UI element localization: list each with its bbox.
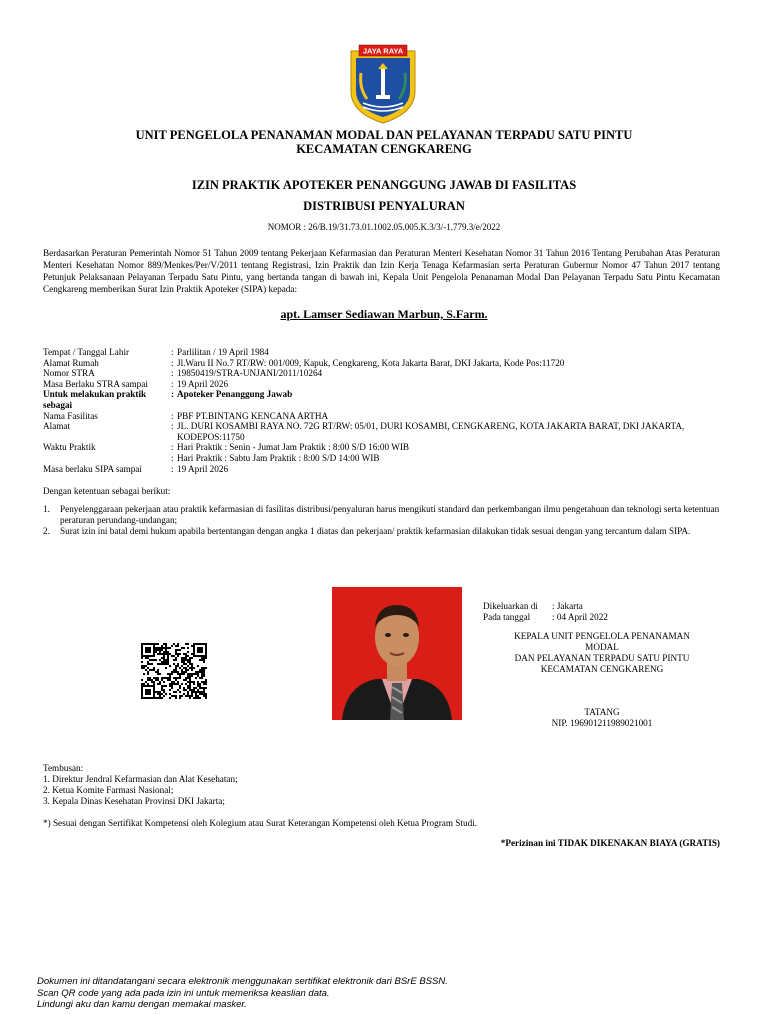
field-value: Apoteker Penanggung Jawab bbox=[177, 389, 293, 400]
holder-name: apt. Lamser Sediawan Marbun, S.Farm. bbox=[280, 307, 488, 321]
intro-paragraph: Berdasarkan Peraturan Pemerintah Nomor 51 Tahun 2009 tentang Pekerjaan Kefarmasian dan Peraturan Menteri Kesehatan Nomor 31 Tahun 2016 Tentang Perubahan Atas Peraturan Menteri Kesehatan Nomor 889/Menkes/Per/V/2011 tentang Registrasi, Izin Praktik dan Izin Kerja Tenaga Kefarmasian serta Peraturan Gubernur Nomor 47 Tahun 2017 tentang Petunjuk Pelaksanaan Pelayanan Terpadu Satu Pintu, yang bertanda tangan di bawah ini, Kepala Unit Pengelola Penanaman Modal Dan Pelayanan Terpadu Satu Pintu Kecamatan Cengkareng memberikan Surat Izin Praktik Apoteker (SIPA) kepada: bbox=[43, 248, 720, 294]
field-label: Tempat / Tanggal Lahir bbox=[43, 347, 130, 357]
jakarta-coat-of-arms-logo bbox=[345, 43, 421, 125]
field-value: PBF PT.BINTANG KENCANA ARTHA bbox=[177, 410, 329, 421]
field-row-facility: Nama Fasilitas : PBF PT.BINTANG KENCANA ARTHA bbox=[43, 411, 733, 422]
logo-banner-text: JAYA RAYA bbox=[362, 46, 404, 56]
issuance-info bbox=[483, 601, 608, 623]
list-item: 2. Ketua Komite Farmasi Nasional; bbox=[43, 785, 174, 795]
tembusan-list bbox=[43, 763, 238, 807]
verification-qr-code[interactable] bbox=[141, 643, 207, 699]
field-row-hours-2: : Hari Praktik : Sabtu Jam Praktik : 8:00 S/D 14:00 WIB bbox=[43, 453, 733, 464]
issued-place-label: Dikeluarkan di bbox=[483, 601, 538, 611]
field-row-role: Untuk melakukan praktik sebagai : Apoteker Penanggung Jawab bbox=[43, 389, 733, 410]
field-value: Jl.Waru II No.7 RT/RW: 001/009, Kapuk, Cengkareng, Kota Jakarta Barat, DKI Jakarta, Kode Pos:11720 bbox=[177, 357, 565, 368]
free-of-charge-note: *Perizinan ini TIDAK DIKENAKAN BIAYA (GRATIS) bbox=[500, 838, 720, 848]
permit-details bbox=[43, 347, 733, 474]
competency-note: *) Sesuai dengan Sertifikat Kompetensi oleh Kolegium atau Surat Keterangan Kompetensi oleh Ketua Program Studi. bbox=[43, 818, 478, 828]
field-label: Nama Fasilitas bbox=[43, 410, 98, 421]
field-row-home-address: Alamat Rumah : Jl.Waru II No.7 RT/RW: 001/009, Kapuk, Cengkareng, Kota Jakarta Barat, DKI Jakarta, Kode Pos:11720 bbox=[43, 358, 733, 369]
permit-number: NOMOR : 26/B.19/31.73.01.1002.05.005.K.3/3/-1.779.3/e/2022 bbox=[267, 222, 501, 232]
field-value: Parlilitan / 19 April 1984 bbox=[177, 347, 269, 357]
field-row-ttl: Tempat / Tanggal Lahir : Parlilitan / 19 April 1984 bbox=[43, 347, 733, 358]
field-label: Masa berlaku SIPA sampai bbox=[43, 463, 142, 474]
field-row-stra: Nomor STRA : 19850419/STRA-UNJANI/2011/10264 bbox=[43, 368, 733, 379]
holder-photo bbox=[332, 587, 462, 720]
e-signature-footer: Dokumen ini ditandatangani secara elektronik menggunakan sertifikat elektronik dari BSrE BSSN. Scan QR code yang ada pada izin ini untuk memeriksa keaslian data. Lindungi aku dan kamu dengan memakai masker. bbox=[37, 976, 448, 1010]
tembusan-title: Tembusan: bbox=[43, 763, 84, 773]
permit-title-line-2: DISTRIBUSI PENYALURAN bbox=[303, 199, 465, 213]
field-value: JL. DURI KOSAMBI RAYA NO. 72G RT/RW: 05/01, DURI KOSAMBI, CENGKARENG, KOTA JAKARTA BARAT, DKI JAKARTA, KODEPOS:11750 bbox=[177, 421, 685, 442]
field-label: Untuk melakukan praktik sebagai bbox=[43, 389, 147, 410]
field-row-stra-validity: Masa Berlaku STRA sampai : 19 April 2026 bbox=[43, 379, 733, 390]
official-title: KEPALA UNIT PENGELOLA PENANAMAN MODAL DAN PELAYANAN TERPADU SATU PINTU KECAMATAN CENGKARENG bbox=[514, 631, 690, 674]
condition-item: 1. Penyelenggaraan pekerjaan atau praktik kefarmasian di fasilitas distribusi/penyaluran harus mengikuti standard dan perkembangan ilmu pengetahuan dan teknologi serta ketentuan peraturan perundang-undangan; bbox=[43, 504, 720, 525]
issued-date-value: : 04 April 2022 bbox=[552, 612, 608, 622]
field-value: 19850419/STRA-UNJANI/2011/10264 bbox=[177, 368, 323, 379]
issued-place-value: : Jakarta bbox=[552, 601, 583, 611]
field-label: Alamat bbox=[43, 421, 71, 432]
agency-line-1: UNIT PENGELOLA PENANAMAN MODAL DAN PELAYANAN TERPADU SATU PINTU bbox=[135, 128, 633, 142]
conditions-title: Dengan ketentuan sebagai berikut: bbox=[43, 486, 171, 496]
permit-title-line-1: IZIN PRAKTIK APOTEKER PENANGGUNG JAWAB DI FASILITAS bbox=[191, 178, 577, 192]
field-value: Hari Praktik : Sabtu Jam Praktik : 8:00 S/D 14:00 WIB bbox=[177, 452, 380, 463]
signer-block bbox=[482, 707, 722, 729]
agency-line-2: KECAMATAN CENGKARENG bbox=[296, 142, 472, 156]
agency-heading bbox=[0, 128, 768, 156]
field-value: 19 April 2026 bbox=[177, 378, 229, 389]
field-row-hours: Waktu Praktik : Hari Praktik : Senin - Jumat Jam Praktik : 8:00 S/D 16:00 WIB bbox=[43, 442, 733, 453]
field-label: Waktu Praktik bbox=[43, 442, 96, 453]
conditions-list bbox=[43, 504, 723, 537]
list-item: 3. Kepala Dinas Kesehatan Provinsi DKI Jakarta; bbox=[43, 796, 225, 806]
issued-date-label: Pada tanggal bbox=[483, 612, 531, 622]
list-item: 1. Direktur Jendral Kefarmasian dan Alat Kesehatan; bbox=[43, 774, 238, 784]
field-label: Masa Berlaku STRA sampai bbox=[43, 378, 148, 389]
signer-name: TATANG bbox=[584, 707, 620, 717]
field-row-facility-address: Alamat : JL. DURI KOSAMBI RAYA NO. 72G RT/RW: 05/01, DURI KOSAMBI, CENGKARENG, KOTA JAKARTA BARAT, DKI JAKARTA, KODEPOS:11750 bbox=[43, 421, 733, 442]
signer-nip: NIP. 196901211989021001 bbox=[551, 718, 653, 728]
condition-item: 2. Surat izin ini batal demi hukum apabila bertentangan dengan angka 1 diatas dan pekerjaan/ praktik kefarmasian dilakukan tidak sesuai dengan yang tercantum dalam SIPA. bbox=[43, 526, 691, 536]
field-value: 19 April 2026 bbox=[177, 463, 229, 474]
field-value: Hari Praktik : Senin - Jumat Jam Praktik : 8:00 S/D 16:00 WIB bbox=[177, 442, 410, 453]
field-row-sipa-validity: Masa berlaku SIPA sampai : 19 April 2026 bbox=[43, 464, 733, 475]
field-label: Alamat Rumah bbox=[43, 357, 99, 368]
field-label: Nomor STRA bbox=[43, 368, 95, 379]
